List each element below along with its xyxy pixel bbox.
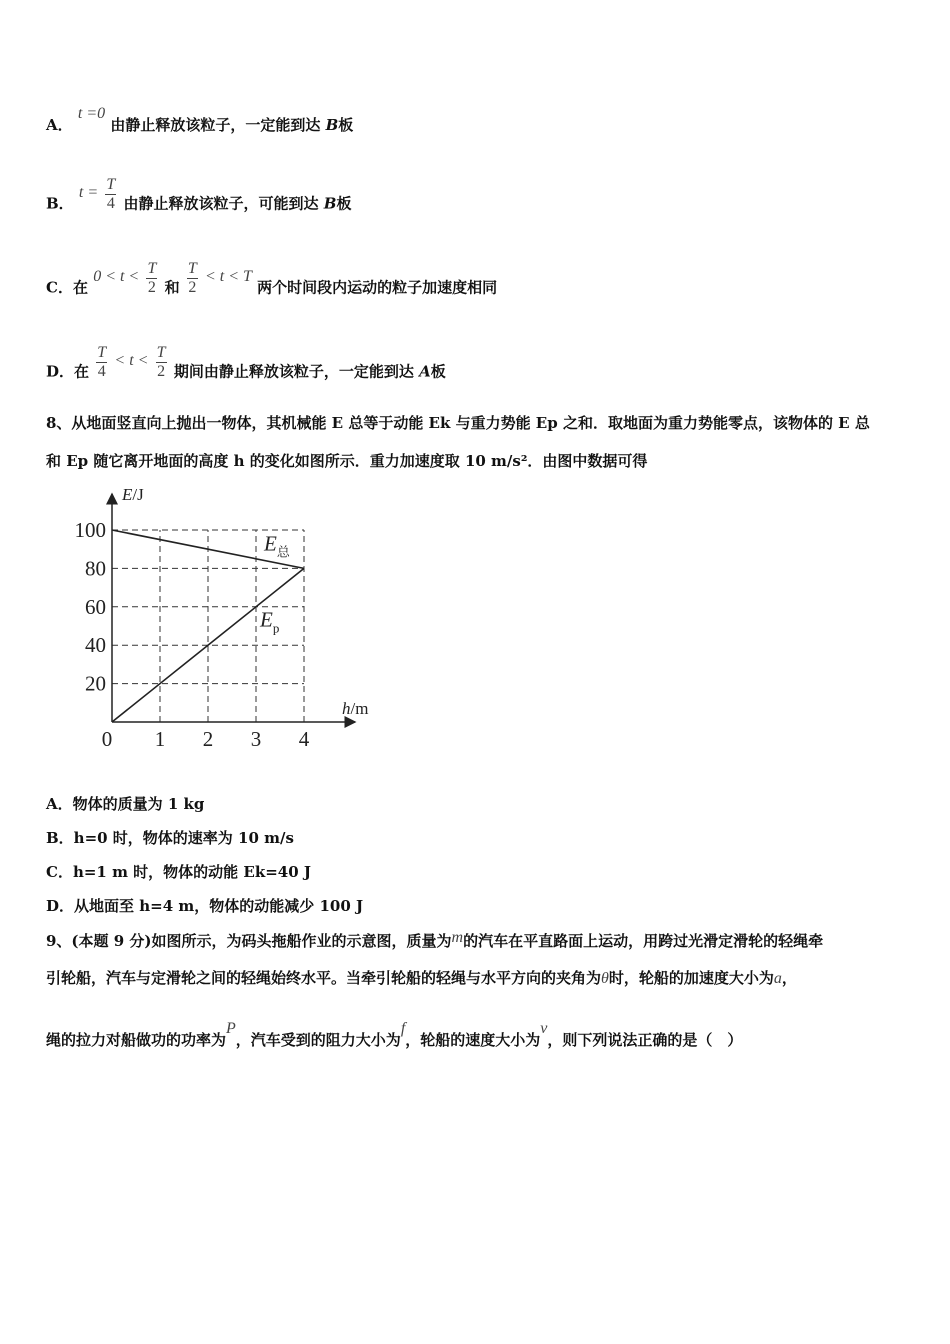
fraction-t-over-2: $\frac{T}{2}$ — [147, 260, 157, 296]
math-interval-2: < t < T — [205, 267, 252, 285]
fraction-t-over-4: $\frac{T}{4}$ — [97, 344, 107, 380]
q8-option-d: D．从地面至 h=4 m，物体的动能减少 100 J — [46, 897, 364, 915]
option-label: B． — [46, 194, 74, 213]
math-t0: t =0 — [77, 105, 106, 122]
q9-stem-line3 — [46, 1020, 743, 1050]
q9-stem-line2 — [46, 967, 797, 988]
var-v: v — [540, 1020, 548, 1037]
math-t-eq: t = — [78, 183, 99, 201]
q8-stem-line1: 8、从地面竖直向上抛出一物体，其机械能 E 总等于动能 Ek 与重力势能 Ep 之和．取地面为重力势能零点，该物体的 E 总 — [46, 414, 870, 432]
q9-text: 的汽车在平直路面上运动，用跨过光滑定滑轮的轻绳牵 — [463, 932, 824, 950]
y-tick-60: 60 — [85, 594, 106, 619]
option-text-end: 板 — [338, 116, 354, 134]
x-tick-1: 1 — [154, 727, 166, 751]
option-label: C．在 — [46, 278, 88, 297]
plate-label: B — [323, 194, 337, 213]
option-text: 期间由静止释放该粒子，一定能到达 — [173, 362, 414, 381]
q9-text: ，轮船的速度大小为 — [405, 1031, 541, 1049]
var-f: f — [400, 1020, 406, 1037]
var-theta: θ — [601, 970, 609, 987]
math-lt-t-lt: < t < — [114, 351, 149, 369]
fraction-t-over-2: $\frac{T}{2}$ — [156, 344, 166, 380]
q7-option-b — [46, 176, 352, 223]
q9-text: 9、(本题 9 分)如图所示，为码头拖船作业的示意图，质量为 — [46, 932, 452, 950]
and-word: 和 — [164, 278, 180, 297]
q9-text: ，则下列说法正确的是（ ） — [547, 1031, 743, 1049]
y-axis-label: E/J — [122, 485, 144, 504]
var-a: a — [773, 970, 782, 987]
option-text: 由静止释放该粒子，可能到达 — [123, 194, 319, 213]
var-p: P — [226, 1020, 236, 1037]
option-text: 两个时间段内运动的粒子加速度相同 — [257, 278, 498, 297]
y-tick-100: 100 — [74, 518, 106, 542]
y-tick-20: 20 — [85, 671, 106, 696]
y-tick-40: 40 — [85, 633, 106, 658]
fraction-t-over-4: $\frac{T}{4}$ — [106, 176, 116, 212]
var-m: m — [451, 929, 464, 946]
x-tick-3: 3 — [250, 727, 262, 751]
math-interval-1: 0 < t < — [93, 267, 140, 285]
x-tick-0: 0 — [101, 727, 113, 751]
option-label: D．在 — [46, 362, 90, 381]
q9-text: 绳的拉力对船做功的功率为 — [46, 1031, 227, 1049]
q8-option-a: A．物体的质量为 1 kg — [46, 795, 205, 813]
q9-text: ，汽车受到的阻力大小为 — [235, 1031, 401, 1049]
x-tick-2: 2 — [202, 727, 214, 751]
option-text: 由静止释放该粒子，一定能到达 — [110, 116, 321, 134]
q9-text: 时，轮船的加速度大小为 — [608, 969, 774, 987]
option-text-end: 板 — [336, 194, 352, 213]
q9-text: 引轮船，汽车与定滑轮之间的轻绳始终水平。当牵引轮船的轻绳与水平方向的夹角为 — [46, 969, 602, 987]
x-axis-label: h/m — [342, 699, 369, 718]
q8-option-b: B．h=0 时，物体的速率为 10 m/s — [46, 829, 294, 847]
energy-height-chart — [60, 480, 390, 759]
series-label-总: $E_总$ — [264, 531, 290, 560]
fraction-t-over-2-b: $\frac{T}{2}$ — [187, 260, 197, 296]
q8-option-c: C．h=1 m 时，物体的动能 Ek=40 J — [46, 863, 311, 881]
x-tick-4: 4 — [298, 727, 310, 751]
series-label-p: $E_p$ — [260, 607, 280, 636]
option-text-end: 板 — [430, 362, 446, 381]
q9-text: ， — [781, 969, 797, 987]
y-tick-80: 80 — [85, 556, 106, 581]
q7-option-c — [46, 260, 498, 307]
chart-svg — [60, 480, 390, 755]
q7-option-a — [46, 105, 354, 135]
q9-stem-line1 — [46, 930, 823, 951]
plate-label: A — [419, 362, 431, 381]
plate-label: B — [325, 116, 339, 134]
q7-option-d — [46, 344, 446, 391]
q8-stem-line2: 和 Ep 随它离开地面的高度 h 的变化如图所示．重力加速度取 10 m/s²．由图中数据可得 — [46, 452, 648, 470]
option-label: A． — [46, 116, 73, 134]
